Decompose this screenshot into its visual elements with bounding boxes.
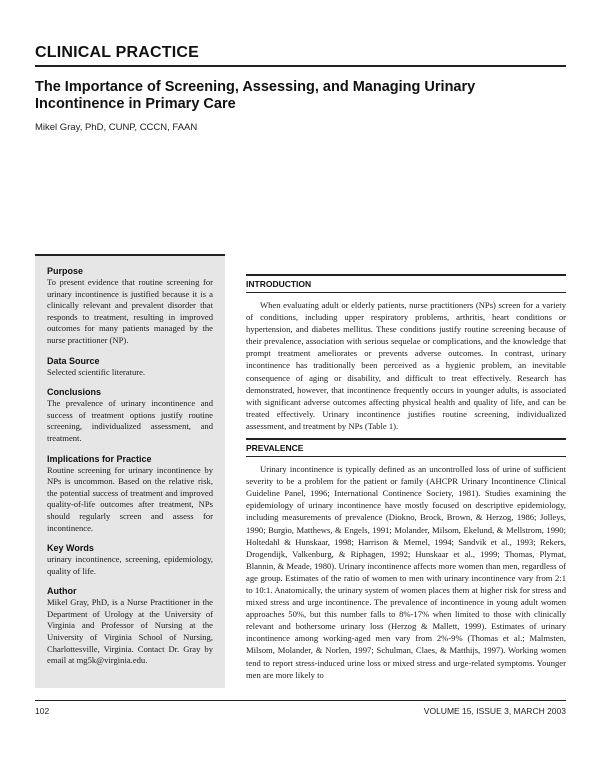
section-label: CLINICAL PRACTICE [35,44,199,61]
abstract-text-data-source: Selected scientific literature. [47,366,146,377]
abstract-heading-author: Author [47,586,77,597]
abstract-heading-data-source: Data Source [47,355,100,366]
journal-issue: VOLUME 15, ISSUE 3, MARCH 2003 [423,706,566,716]
footer-rule [35,700,566,701]
prevalence-heading: PREVALENCE [246,443,304,454]
abstract-heading-conclusions: Conclusions [47,387,102,398]
abstract-heading-purpose: Purpose [47,266,84,276]
abstract-heading-key-words: Key Words [47,543,94,554]
page-number: 102 [35,706,50,716]
section-rule-thin [246,456,566,457]
author-byline: Mikel Gray, PhD, CUNP, CCCN, FAAN [35,122,198,133]
abstract-box [35,254,225,688]
abstract-text-key-words: urinary incontinence, screening, epidemiology, quality of life. [47,554,213,576]
abstract-text-purpose: To present evidence that routine screening for urinary incontinence is justified because it is a clinically relevant and prevalent disorder that responds to treatment, resulting in improved outcomes for many patients managed by the nurse practitioner (NP). [47,277,213,345]
abstract-text-conclusions: The prevalence of urinary incontinence and success of treatment options justify routine screening, individualized assessment, and treatment. [47,398,213,443]
abstract-text-implications: Routine screening for urinary incontinence by NPs is uncommon. Based on the relative risk, the potential success of treatment and improved quality-of-life outcomes after treatment, NPs should regularly screen and assess for incontinence. [47,464,213,533]
abstract-text-author: Mikel Gray, PhD, is a Nurse Practitioner in the Department of Urology at the University of Virginia and Professor of Nursing at the University of Virginia School of Nursing, Charlottesville, Virginia. Contact Dr. Gray by email at mg5k@virginia.edu. [47,597,213,666]
section-rule-thin [246,292,566,293]
section-rule [246,274,566,276]
section-rule [246,438,566,440]
abstract-heading-implications: Implications for Practice [47,453,152,464]
introduction-heading: INTRODUCTION [246,279,312,289]
header-rule [35,65,566,67]
introduction-paragraph: When evaluating adult or elderly patients, nurse practitioners (NPs) screen for a variety of conditions, including upper respiratory problems, arthritis, heart conditions or hypertension, and diabetes mellitus. These conditions justify routine screening because of their prevalence, association with serious sequelae or complications, and the knowledge that prompt treatment ameliorates or prevents adverse outcomes. In contrast, urinary incontinence has traditionally been perceived as a hygienic problem, an inevitable consequence of aging or disability, and difficult to treat effectively. Research has demonstrated, however, that incontinence frequently occurs in younger adults, is associated with significant adverse outcomes affecting physical health and quality of life, and can be treated effectively. Urinary incontinence justifies routine screening, individualized assessment, and treatment by NPs (Table 1). [246,300,566,431]
article-title: The Importance of Screening, Assessing, and Managing Urinary Incontinence in Primary Care [35,79,476,112]
body-column [246,274,566,687]
prevalence-paragraph: Urinary incontinence is typically defined as an uncontrolled loss of urine of sufficient severity to be a problem for the patient or family (AHCPR Urinary Incontinence Clinical Guideline Panel, 1996; International Continence Society, 1981). Studies examining the epidemiology of urinary incontinence have mostly focused on descriptive epidemiology, including measurements of prevalence (Diokno, Brock, Brown, & Herzog, 1986; Jolleys, 1990; Burgio, Matthews, & Engels, 1991; Molander, Milsom, Ekelund, & Mellstrom, 1990; Holtedahl & Hunskaar, 1998; Harrison & Memel, 1994; Sandvik et al., 1993; Rekers, Drogendijk, Valkenburg, & Riphagen, 1992; Hunskaar et al., 1999; Thomas, Plymat, Blannin, & Meade, 1980). Urinary incontinence affects more women than men, regardless of age group. Estimates of the ratio of women to men with urinary incontinence vary from 2:1 to 10:1. Anatomically, the urinary system of women places them at higher risk for stress and mixed stress and urge incontinence. The prevalence of incontinence in young adult women approaches 50%, but this number falls to 8%-17% when limited to those with clinically relevant and bothersome urinary loss (Herzog & Mallett, 1999). Estimates of urinary incontinence among working-aged men vary from 2%-9% (Thomas et al.; Malmsten, Milsom, Molander, & Norlen, 1997; Schulman, Claes, & Matthijs, 1997). Working women tend to report stress-induced urine loss or mixed stress and urge-related symptoms. Younger men are more likely to [246,464,566,680]
